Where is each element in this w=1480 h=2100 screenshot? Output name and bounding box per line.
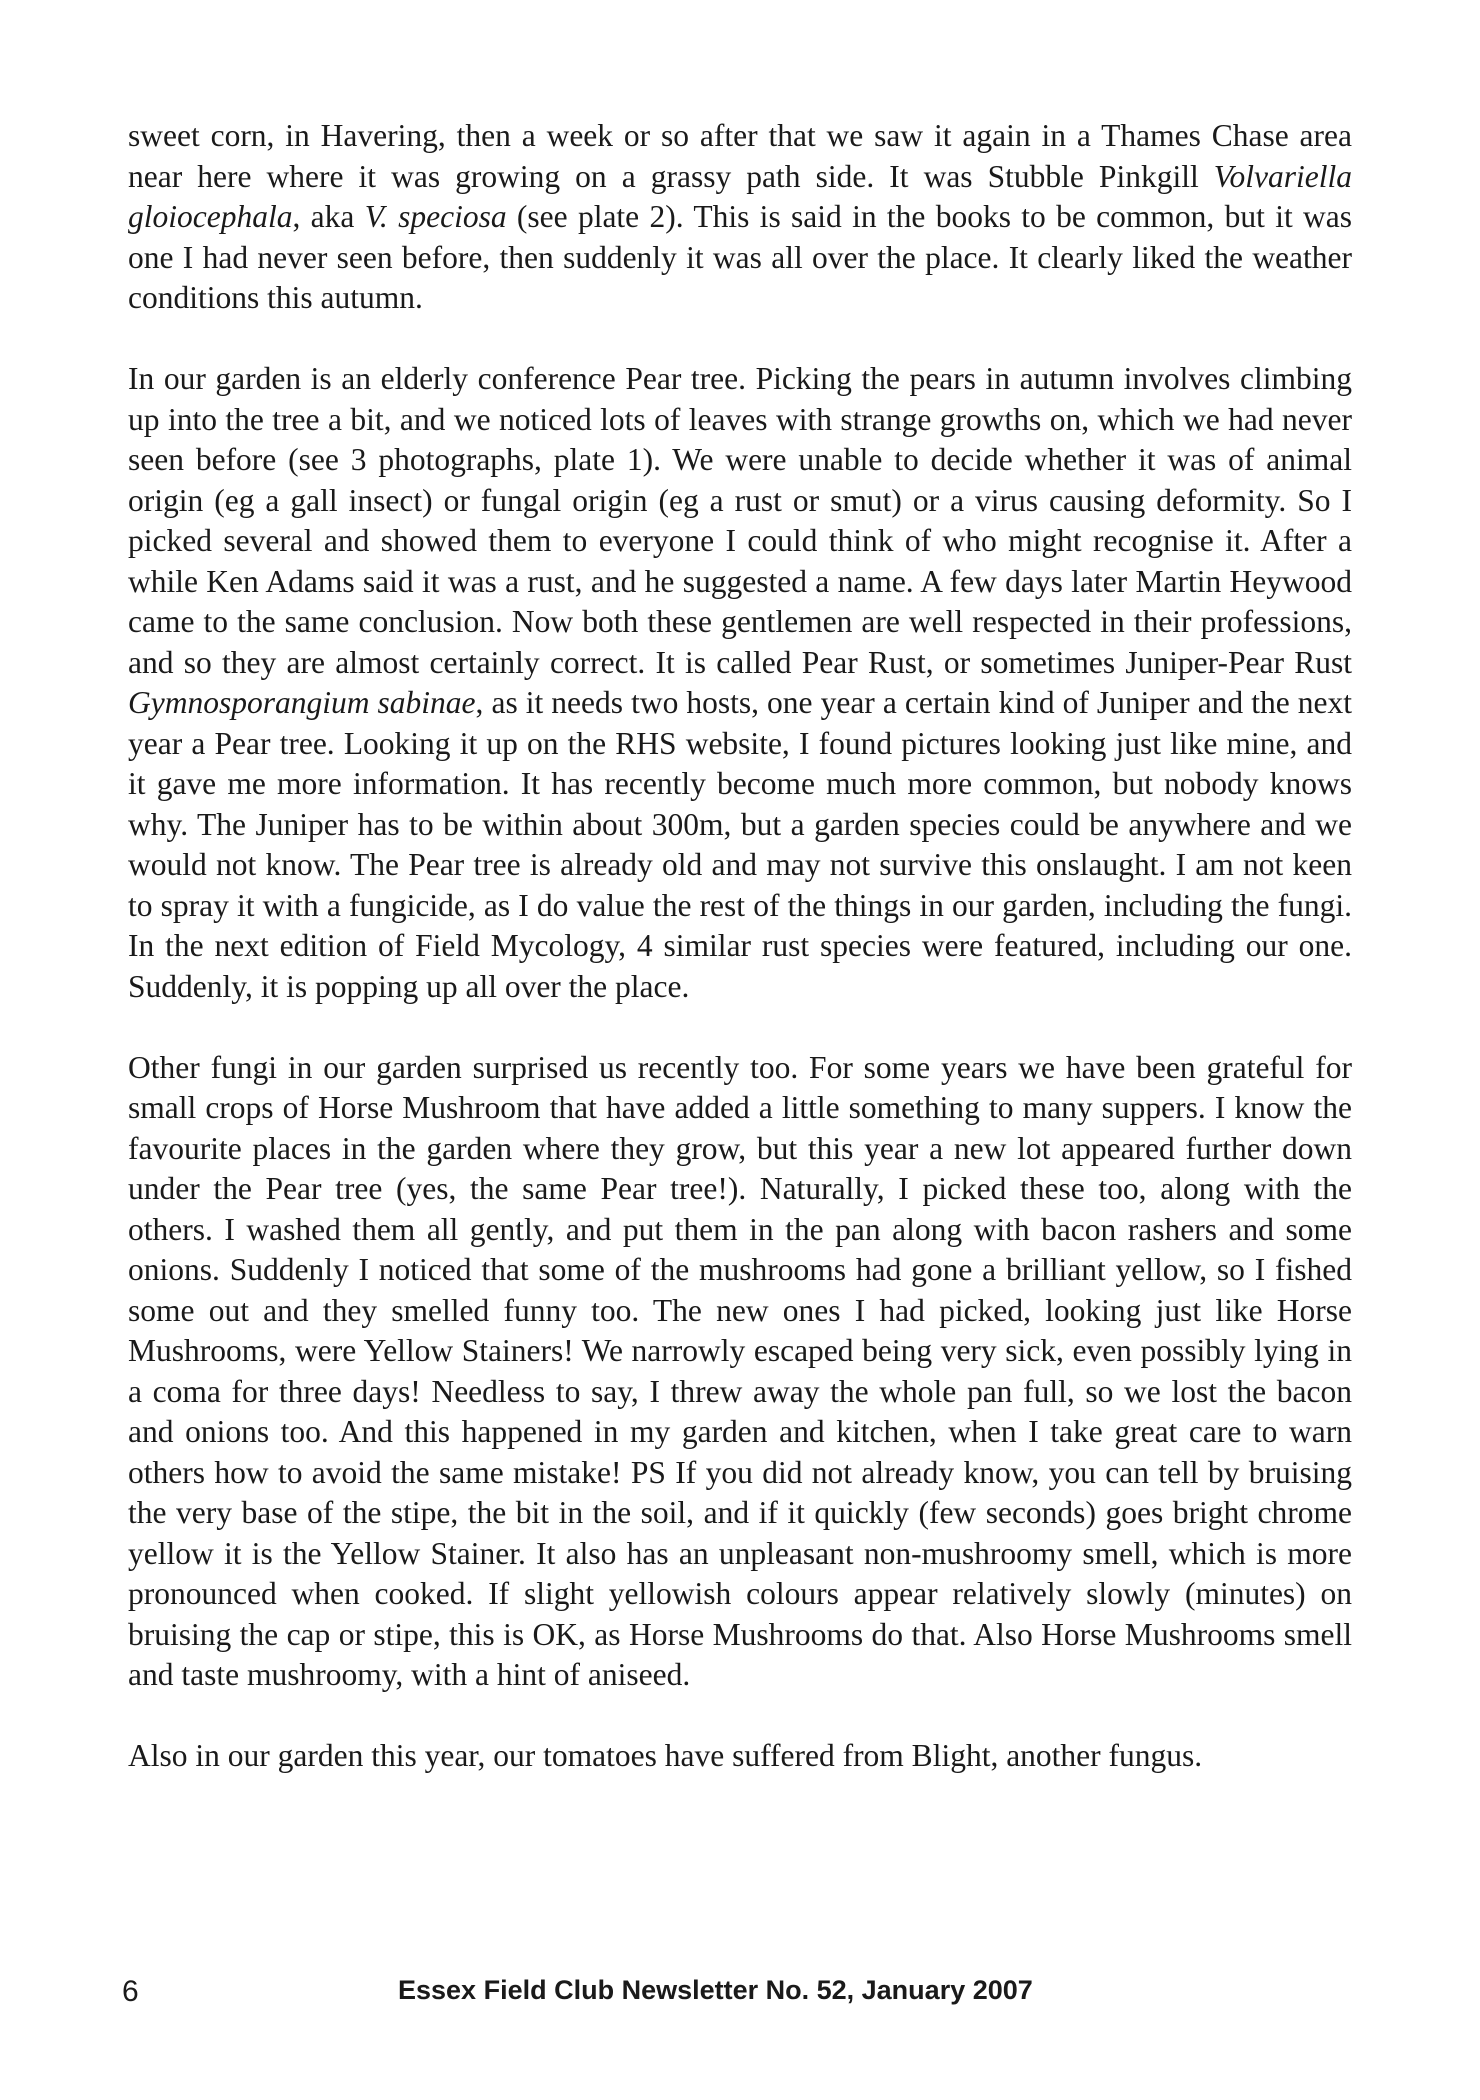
paragraph-stubble-pinkgill [128, 116, 1352, 319]
latin-name: Gymnosporangium sabinae [128, 685, 476, 720]
article-body [128, 116, 1352, 1777]
paragraph-tomato-blight: Also in our garden this year, our tomatoes have suffered from Blight, another fungus. [128, 1738, 1203, 1773]
latin-name: Volvariella gloiocephala [128, 158, 1352, 234]
page-footer [122, 1975, 1222, 2015]
page-number: 6 [122, 1975, 139, 2008]
text-run: sweet corn, in Havering, then a week or so after that we saw it again in a Thames Chase area near here where it was growing on a grassy path side. It was Stubble Pinkgill [128, 118, 1352, 194]
text-run: (see plate 2). This is said in the books to be common, but it was one I had never seen before, then suddenly it was all over the place. It clearly liked the weather conditions this autumn. [128, 199, 1353, 315]
paragraph-yellow-stainer: Other fungi in our garden surprised us recently too. For some years we have been grateful for small crops of Horse Mushroom that have added a little something to many suppers. I know the favourite places in the garden where they grow, but this year a new lot appeared further down under the Pear tree (yes, the same Pear tree!). Naturally, I picked these too, along with the others. I washed them all gently, and put them in the pan along with bacon rashers and some onions. Suddenly I noticed that some of the mushrooms had gone a brilliant yellow, so I fished some out and they smelled funny too. The new ones I had picked, looking just like Horse Mushrooms, were Yellow Stainers! We narrowly escaped being very sick, even possibly lying in a coma for three days! Needless to say, I threw away the whole pan full, so we lost the bacon and onions too. And this happened in my garden and kitchen, when I take great care to warn others how to avoid the same mistake! PS If you did not already know, you can tell by bruising the very base of the stipe, the bit in the soil, and if it quickly (few seconds) goes bright chrome yellow it is the Yellow Stainer. It also has an unpleasant non-mushroomy smell, which is more pronounced when cooked. If slight yellowish colours appear relatively slowly (minutes) on bruising the cap or stipe, this is OK, as Horse Mushrooms do that. Also Horse Mushrooms smell and taste mushroomy, with a hint of aniseed. [128, 1049, 1352, 1692]
text-run: , as it needs two hosts, one year a certain kind of Juniper and the next year a Pear tree. Looking it up on the RHS website, I found pictures looking just like mine, and it gave me more information. It has recently become much more common, but nobody knows why. The Juniper has to be within about 300m, but a garden species could be anywhere and we would not know. The Pear tree is already old and may not survive this onslaught. I am not keen to spray it with a fungicide, as I do value the rest of the things in our garden, including the fungi. In the next edition of Field Mycology, 4 similar rust species were featured, including our one. Suddenly, it is popping up all over the place. [128, 685, 1352, 1004]
text-run: In our garden is an elderly conference Pear tree. Picking the pears in autumn involves climbing up into the tree a bit, and we noticed lots of leaves with strange growths on, which we had never seen before (see 3 photographs, plate 1). We were unable to decide whether it was of animal origin (eg a gall insect) or fungal origin (eg a rust or smut) or a virus causing deformity. So I picked several and showed them to everyone I could think of who might recognise it. After a while Ken Adams said it was a rust, and he suggested a name. A few days later Martin Heywood came to the same conclusion. Now both these gentlemen are well respected in their professions, and so they are almost certainly correct. It is called Pear Rust, or sometimes Juniper-Pear Rust [128, 361, 1352, 680]
text-run: , aka [292, 199, 365, 234]
newsletter-title: Essex Field Club Newsletter No. 52, January 2007 [398, 1975, 1033, 2005]
paragraph-pear-rust [128, 359, 1352, 1007]
latin-name: V. speciosa [364, 199, 507, 234]
